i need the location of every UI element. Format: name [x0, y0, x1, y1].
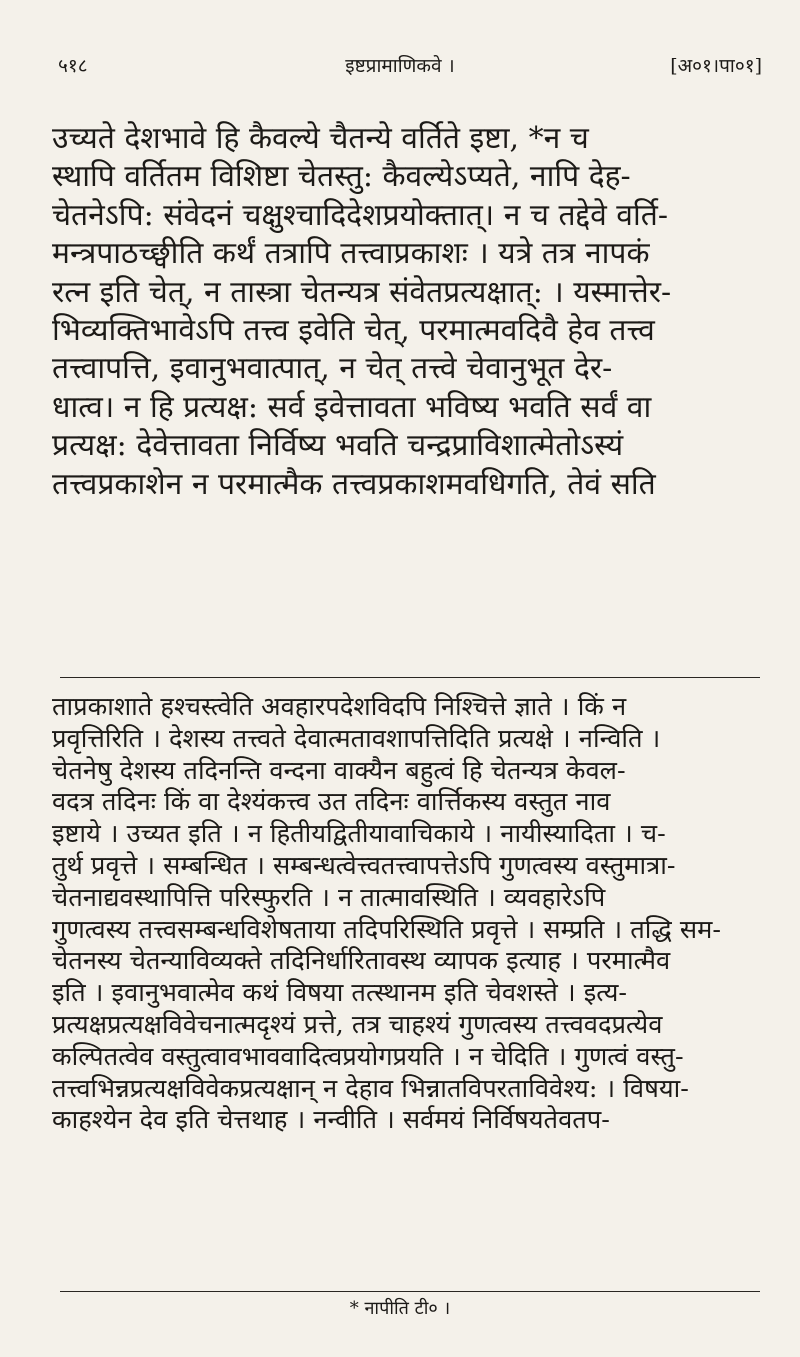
main-text-line: चेतनेऽपि: संवेदनं चक्षुश्चादिदेशप्रयोक्तात्। न च तद्देवे वर्ति-: [52, 197, 668, 233]
main-text-line: प्रत्यक्ष: देवेत्तावता निर्विष्य भवति चन्द्रप्राविशात्मेतोऽस्यं: [52, 428, 624, 464]
commentary-text: [52, 692, 768, 1137]
commentary-line: इति । इवानुभवात्मेव कथं विषया तत्स्थानम इति चेवशस्ते । इत्य-: [52, 978, 628, 1009]
commentary-line: वदत्र तदिनः किं वा देश्यंकत्त्व उत तदिनः वार्त्तिकस्य वस्तुत नाव: [52, 787, 611, 818]
commentary-line: चेतनस्य चेतन्याविव्यक्ते तदिनिर्धारितावस्थ व्यापक इत्याह । परमात्मैव: [52, 946, 671, 977]
commentary-line: ताप्रकाशाते हश्चस्त्वेति अवहारपदेशविदपि निश्चित्ते ज्ञाते । किं न: [52, 692, 627, 722]
commentary-line: कल्पितत्वेव वस्तुत्वावभाववादित्वप्रयोगप्रयति । न चेदिति । गुणत्वं वस्तु-: [52, 1041, 684, 1072]
commentary-line: काहश्येन देव इति चेत्तथाह । नन्वीति । सर्वमयं निर्विषयतेवतप-: [52, 1105, 610, 1136]
main-text-line: भिव्यक्तिभावेऽपि तत्त्व इवेति चेत्, परमात्मवदिवै हेव तत्त्व: [52, 312, 655, 348]
page-number: ५१८: [58, 55, 88, 77]
main-text-line: रत्न इति चेत्, न तास्त्रा चेतन्यत्र संवेतप्रत्यक्षात्: । यस्मात्तेर-: [52, 274, 672, 310]
page-header: [38, 52, 762, 86]
commentary-line: तत्त्वभिन्नप्रत्यक्षविवेकप्रत्यक्षान् न देहाव भिन्नातविपरताविवेश्य: । विषया-: [52, 1073, 689, 1104]
running-title: इष्टप्रामाणिकवे ।: [345, 55, 455, 77]
main-text-line: तत्त्वापत्ति, इवानुभवात्पात्, न चेत् तत्त्वे चेवानुभूत देर-: [52, 351, 613, 387]
footnote-divider: [60, 1291, 760, 1292]
main-text-line: मन्त्रपाठच्छ्वीति कर्थं तत्रापि तत्त्वाप्रकाशः । यत्रे तत्र नापकं: [52, 236, 650, 272]
commentary-line: प्रत्यक्षप्रत्यक्षविवेचनात्मदृश्यं प्रत्ते, तत्र चाहश्यं गुणत्वस्य तत्त्ववदप्रत्येव: [52, 1009, 663, 1040]
main-text-line: स्थापि वर्तितम विशिष्टा चेतस्तु: कैवल्येऽप्यते, नापि देह-: [52, 159, 631, 195]
section-reference: [अ०१।पा०१]: [670, 55, 762, 77]
footnote: * नापीति टी० ।: [349, 1298, 451, 1319]
main-text-line: धात्व। न हि प्रत्यक्ष: सर्व इवेत्तावता भविष्य भवति सर्वं वा: [52, 389, 652, 425]
section-divider: [60, 677, 760, 678]
commentary-line: गुणत्वस्य तत्त्वसम्बन्धविशेषताया तदिपरिस्थिति प्रवृत्ते । सम्प्रति । तद्धि सम-: [52, 914, 721, 945]
main-text-line: उच्यते देशभावे हि कैवल्ये चैतन्ये वर्तिते इष्टा, *न च: [52, 121, 589, 156]
main-text: [52, 120, 768, 504]
commentary-line: तुर्थ प्रवृत्ते । सम्बन्धित । सम्बन्धत्वेत्त्वतत्त्वापत्तेऽपि गुणत्वस्य वस्तुमात्रा-: [52, 850, 676, 881]
main-text-line: तत्त्वप्रकाशेन न परमात्मैक तत्त्वप्रकाशमवधिगति, तेवं सति: [52, 466, 656, 502]
commentary-line: चेतनाद्यवस्थापित्ति परिस्फुरति । न तात्मावस्थिति । व्यवहारेऽपि: [52, 882, 606, 913]
commentary-line: इष्टाये । उच्यत इति । न हितीयद्वितीयावाचिकाये । नायीस्यादिता । च-: [52, 819, 666, 850]
commentary-line: चेतनेषु देशस्य तदिनन्ति वन्दना वाक्यैन बहुत्वं हि चेतन्यत्र केवल-: [52, 755, 626, 786]
commentary-line: प्रवृत्तिरिति । देशस्य तत्त्वते देवात्मतावशापत्तिदिति प्रत्यक्षे । नन्विति ।: [52, 723, 661, 754]
